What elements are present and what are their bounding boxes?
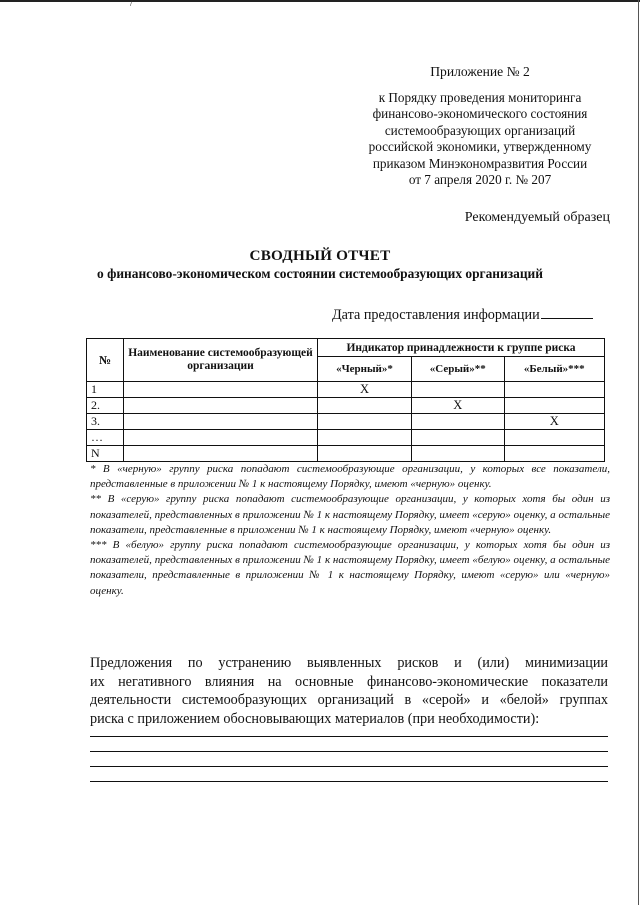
row-black-mark [318,398,412,414]
header-organization-name: Наименование системообразующей организации [124,339,318,382]
date-field [332,306,593,324]
row-organization-name [124,414,318,430]
footnotes [90,462,610,599]
row-number: 2. [87,398,124,414]
document-title: СВОДНЫЙ ОТЧЕТ [249,247,391,264]
sample-label: Рекомендуемый образец [464,210,610,225]
page-top-border [0,0,640,2]
header-black: «Черный»* [318,357,412,382]
annex-line: системообразующих организаций [384,122,576,138]
row-white-mark: X [504,414,604,430]
row-organization-name [124,382,318,398]
fill-in-line [90,751,608,752]
annex-line: финансово-экономического состояния [372,106,588,122]
row-gray-mark [411,430,504,446]
header-white: «Белый»*** [504,357,604,382]
annex-line: приказом Минэкономразвития России [372,155,588,171]
footnote-white: *** В «белую» группу риска попадают системообразующие организации, у которых хотя бы один из показателей, представленных в приложении № 1 к настоящему Порядку, имеет «белую» оценку, а остальные показатели, представленные в приложении № 1 к настоящему Порядку, имеют «серую» или «черную» оценку. [90,539,610,597]
row-gray-mark [411,382,504,398]
row-number: 1 [87,382,124,398]
row-black-mark [318,414,412,430]
annex-title: Приложение № 2 [430,64,530,79]
row-gray-mark: X [411,398,504,414]
table-row [87,446,605,462]
row-white-mark [504,446,604,462]
row-white-mark [504,398,604,414]
document-subtitle: о финансово-экономическом состоянии системообразующих организаций [97,266,543,281]
row-organization-name [124,398,318,414]
annex-line: российской экономики, утвержденному [368,139,592,155]
proposal-line: деятельности системообразующих организаций в «серой» и «белой» группах [90,692,608,709]
row-number: N [87,446,124,462]
row-black-mark: X [318,382,412,398]
proposal-line: Предложения по устранению выявленных рисков и (или) минимизации [90,655,608,671]
table-row [87,430,605,446]
row-organization-name [124,430,318,446]
table-row [87,382,605,398]
fill-in-line [90,766,608,767]
row-white-mark [504,382,604,398]
fill-in-line [90,781,608,782]
row-gray-mark [411,414,504,430]
footnote-black: * В «черную» группу риска попадают системообразующие организации, у которых все показатели, представленные в приложении № 1 к настоящему Порядку, имеют «черную» оценку. [90,463,610,491]
row-number: … [87,430,124,446]
row-number: 3. [87,414,124,430]
table-row [87,398,605,414]
table-row [87,414,605,430]
date-blank-line [541,306,593,319]
proposal-line: риска с приложением обосновывающих материалов (при необходимости): [90,710,540,727]
header-number: № [87,339,124,382]
annex-reference [360,90,600,188]
scan-mark: / [130,0,133,9]
fill-in-line [90,736,608,737]
row-gray-mark [411,446,504,462]
page-right-border [638,0,639,905]
footnote-gray: ** В «серую» группу риска попадают системообразующие организации, у которых хотя бы один из показателей, представленных в приложении № 1 к настоящему Порядку, имеет «серую» оценку, а остальные показатели, представленные в приложении № 1 к настоящему Порядку, имеют «черную» оценку. [90,493,610,536]
row-white-mark [504,430,604,446]
proposal-line: их негативного влияния на основные финансово-экономические показатели [90,673,608,690]
row-black-mark [318,446,412,462]
header-risk-indicator: Индикатор принадлежности к группе риска [318,339,605,357]
annex-line: от 7 апреля 2020 г. № 207 [408,172,552,188]
header-gray: «Серый»** [411,357,504,382]
row-organization-name [124,446,318,462]
annex-line: к Порядку проведения мониторинга [378,90,582,105]
date-label: Дата предоставления информации [332,307,540,323]
risk-group-table [86,338,605,462]
proposal-paragraph [90,654,608,728]
row-black-mark [318,430,412,446]
